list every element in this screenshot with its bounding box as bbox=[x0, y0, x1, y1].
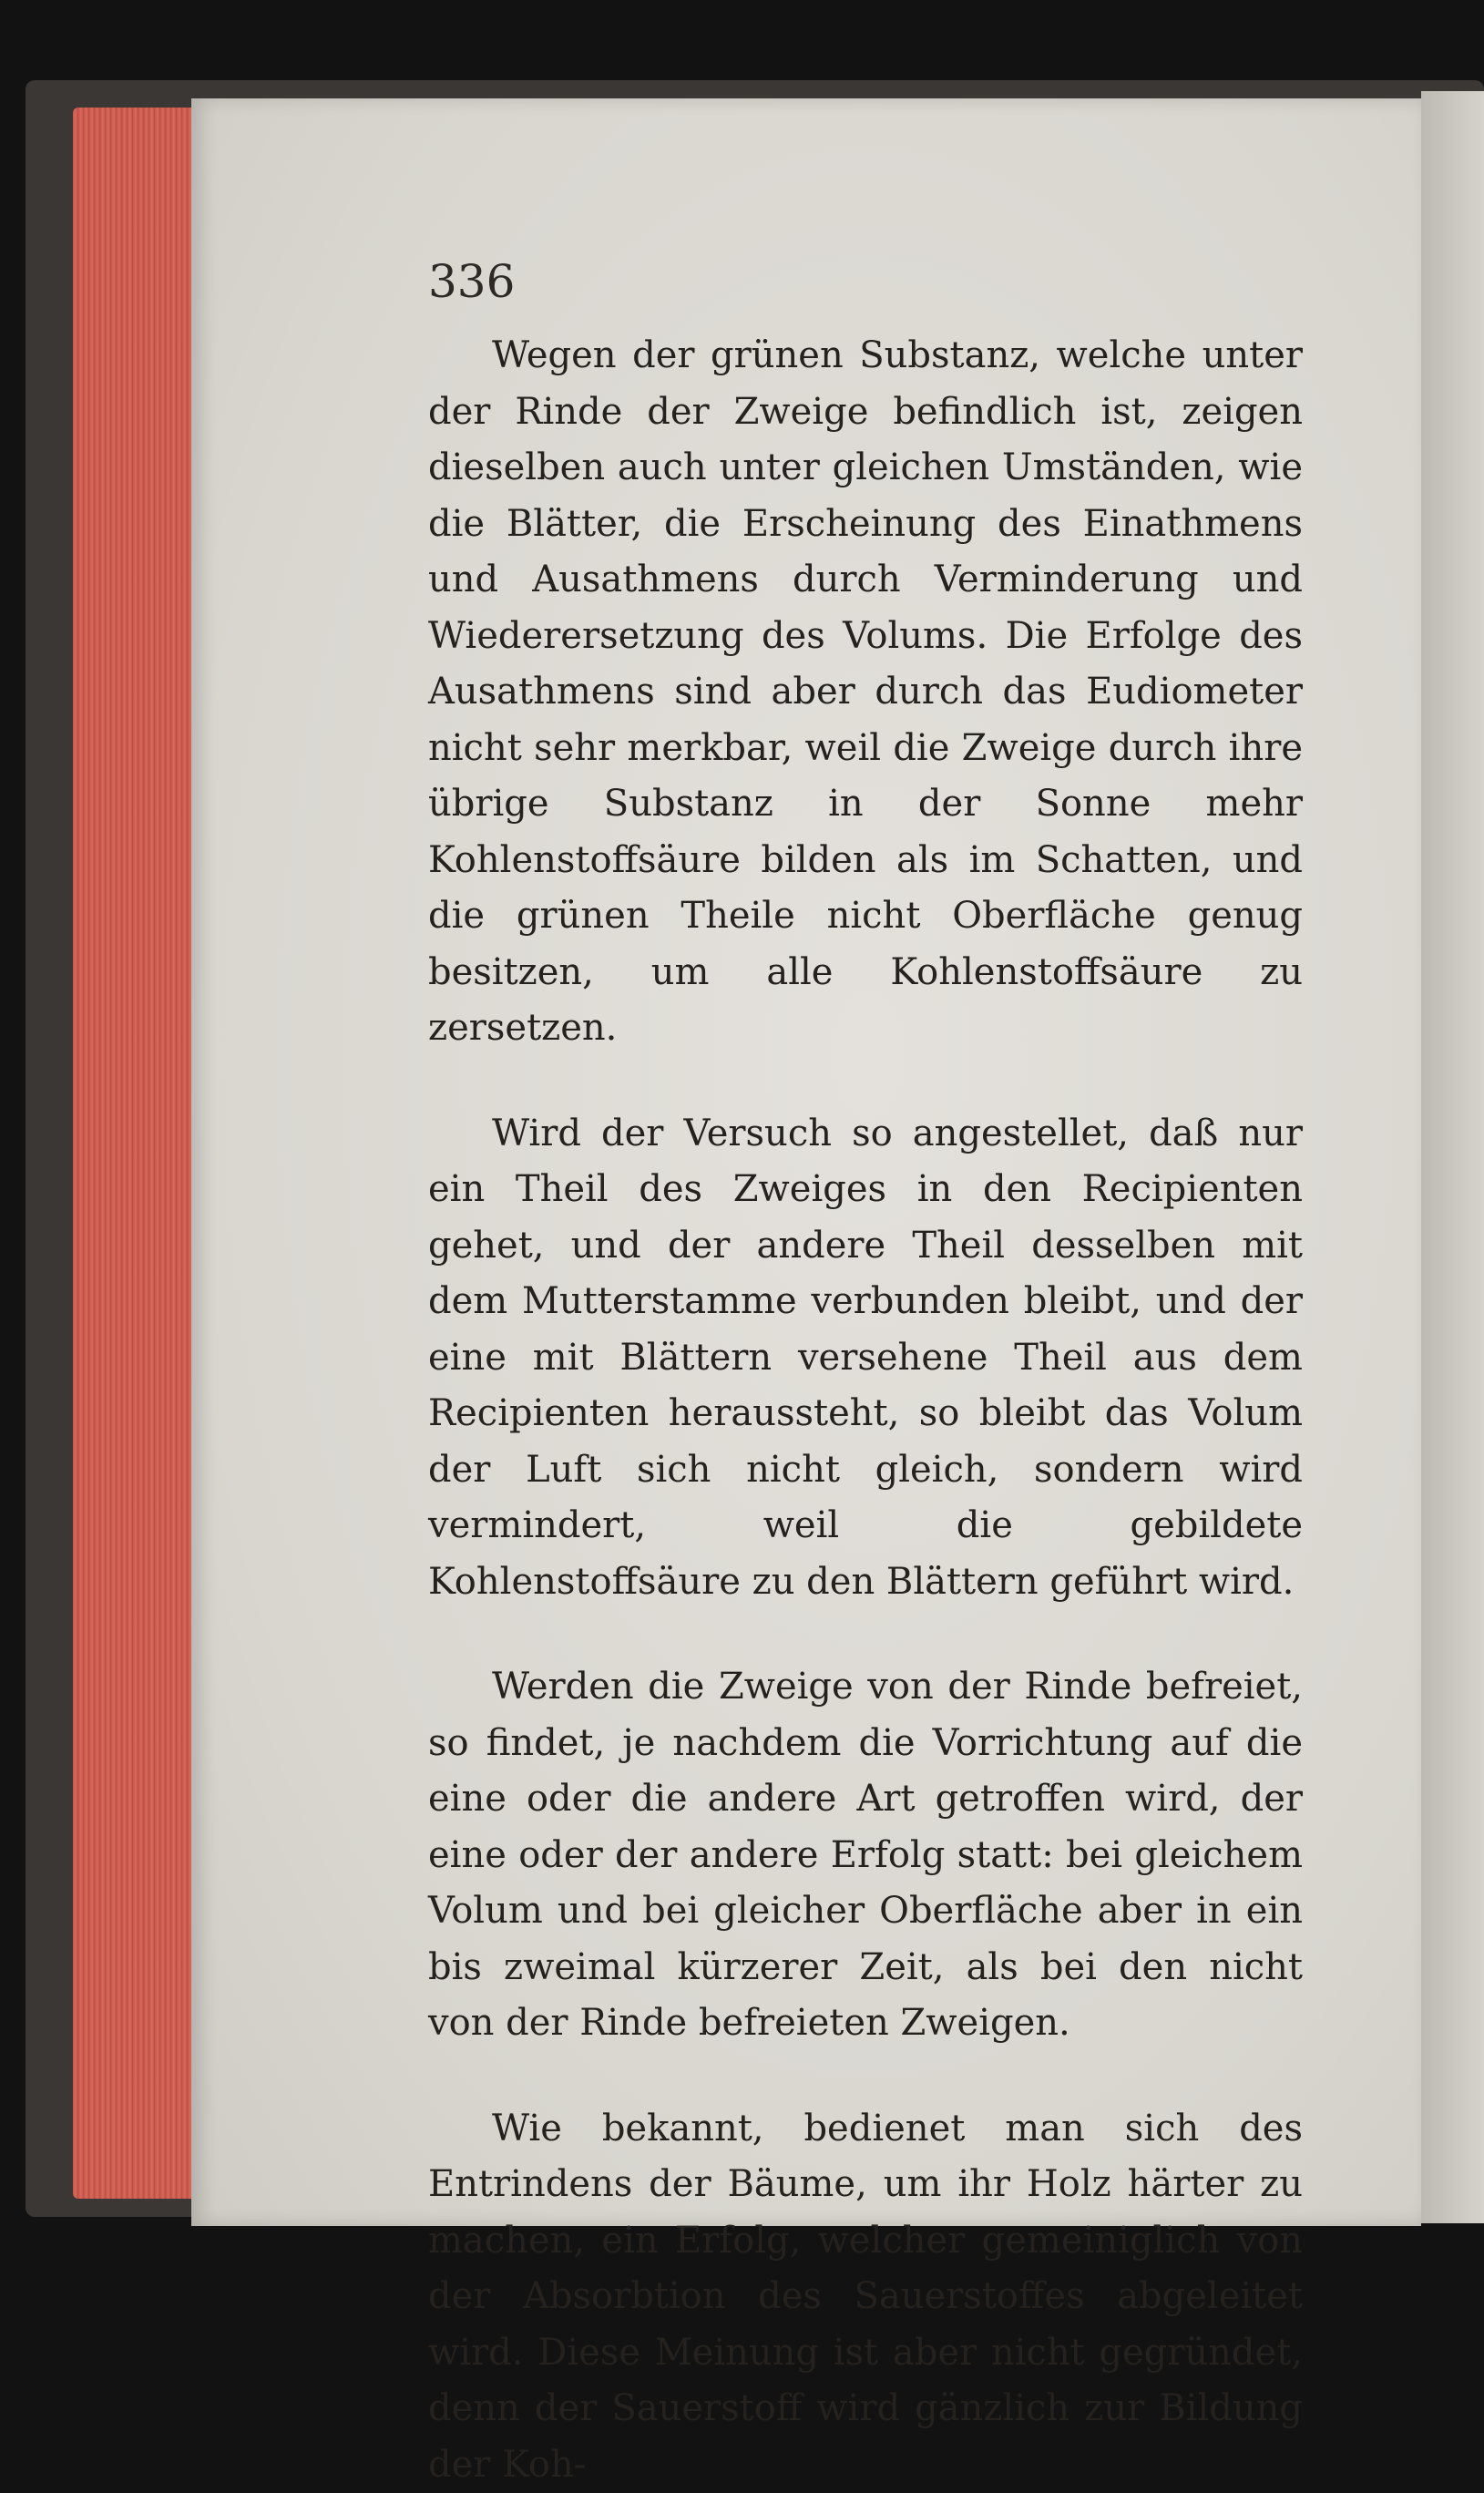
paragraph-2: Wird der Versuch so angestellet, daß nur ein Theil des Zweiges in den Recipienten gehet, und der andere Theil desselben mit dem Mutterstamme verbunden bleibt, und der eine mit Blättern versehene Theil aus dem Recipienten heraussteht, so bleibt das Volum der Luft sich nicht gleich, sondern wird vermindert, weil die gebildete Kohlenstoffsäure zu den Blättern geführt wird. bbox=[428, 1106, 1303, 1611]
page-number: 336 bbox=[428, 255, 515, 308]
facing-page-edge bbox=[1421, 91, 1484, 2223]
paragraph-3: Werden die Zweige von der Rinde befreiet, so findet, je nachdem die Vorrichtung auf die eine oder die andere Art getroffen wird, der eine oder der andere Erfolg statt: bei gleichem Volum und bei gleicher Oberfläche aber in ein bis zweimal kürzerer Zeit, als bei den nicht von der Rinde befreieten Zweigen. bbox=[428, 1659, 1303, 2052]
page-text bbox=[428, 328, 1303, 2493]
paragraph-4: Wie bekannt, bedienet man sich des Entrindens der Bäume, um ihr Holz härter zu machen, ein Erfolg, welcher gemeiniglich von der Absorbtion des Sauerstoffes abgeleitet wird. Diese Meinung ist aber nicht gegründet, denn der Sauerstoff wird gänzlich zur Bildung der Koh- bbox=[428, 2101, 1303, 2493]
page-edges bbox=[73, 108, 200, 2199]
paragraph-1: Wegen der grünen Substanz, welche unter der Rinde der Zweige befindlich ist, zeigen dieselben auch unter gleichen Umständen, wie die Blätter, die Erscheinung des Einathmens und Ausathmens durch Verminderung und Wiederersetzung des Volums. Die Erfolge des Ausathmens sind aber durch das Eudiometer nicht sehr merkbar, weil die Zweige durch ihre übrige Substanz in der Sonne mehr Kohlenstoffsäure bilden als im Schatten, und die grünen Theile nicht Oberfläche genug besitzen, um alle Kohlenstoffsäure zu zersetzen. bbox=[428, 328, 1303, 1057]
